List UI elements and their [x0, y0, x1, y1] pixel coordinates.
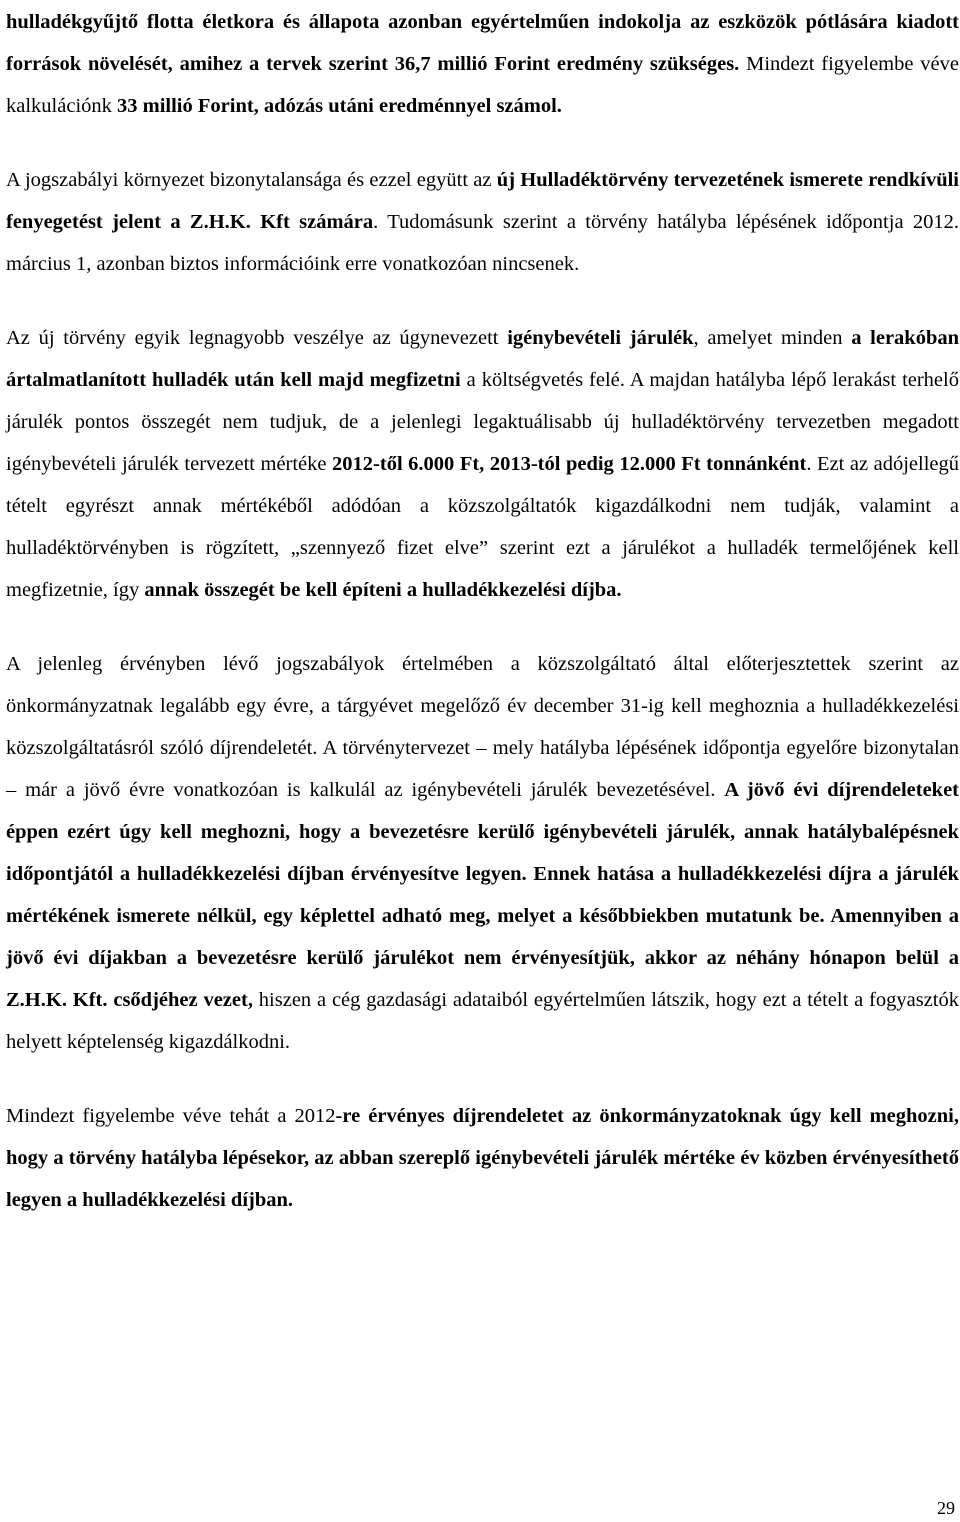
text-segment: hiszen a cég gazdasági adataiból egyértelműen látszik, hogy ezt a tételt a fogyasztók helyett képtelenség kigazdálkodni. [6, 989, 959, 1053]
bold-text-segment: annak összegét be kell építeni a hulladékkezelési díjba. [144, 579, 622, 601]
bold-text-segment: a lerakóban ártalmatlanított hulladék után kell majd megfizetni [6, 327, 959, 391]
text-segment: Az új törvény egyik legnagyobb veszélye az úgynevezett [6, 327, 508, 349]
text-segment: Mindezt figyelembe véve tehát a 2012 [6, 1105, 336, 1127]
paragraph-legal-environment [6, 159, 959, 285]
text-segment: A jogszabályi környezet bizonytalansága és ezzel együtt az [6, 169, 497, 191]
document-page [6, 0, 959, 1221]
bold-text-segment: -re érvényes díjrendeletet az önkormányzatoknak úgy kell meghozni, hogy a törvény hatályba lépésekor, az abban szereplő igénybevételi járulék mértéke év közben érvényesíthető legyen a hulladékkezelési díjban. [6, 1105, 959, 1211]
text-segment: a költségvetés felé. A majdan hatályba lépő lerakást terhelő járulék pontos összegét nem tudjuk, de a jelenlegi legaktuálisabb új hulladéktörvény tervezetben megadott igénybevételi járulék tervezett mértéke [6, 369, 959, 475]
paragraph-conclusion [6, 1095, 959, 1221]
bold-text-segment: új Hulladéktörvény tervezetének ismerete rendkívüli fenyegetést jelent a Z.H.K. Kft számára [6, 169, 959, 233]
paragraph-fee-regulation [6, 643, 959, 1063]
page-number: 29 [937, 1498, 955, 1518]
bold-text-segment: 2012-től 6.000 Ft, 2013-tól pedig 12.000 Ft tonnánként [332, 453, 807, 475]
text-segment: Mindezt figyelembe véve kalkulációnk [6, 53, 959, 117]
bold-text-segment: igénybevételi járulék [507, 327, 694, 349]
bold-text-segment: 33 millió Forint, adózás utáni eredménnyel számol. [117, 95, 562, 117]
paragraph-fleet-funding [6, 1, 959, 127]
bold-text-segment: hulladékgyűjtő flotta életkora és állapota azonban egyértelműen indokolja az eszközök pótlására kiadott források növelését, amihez a tervek szerint 36,7 millió Forint eredmény szükséges. [6, 11, 959, 75]
bold-text-segment: A jövő évi díjrendeleteket éppen ezért úgy kell meghozni, hogy a bevezetésre kerülő igénybevételi járulék, annak hatálybalépésnek időpontjától a hulladékkezelési díjban érvényesítve legyen. Ennek hatása a hulladékkezelési díjra a járulék mértékének ismerete nélkül, egy képlettel adható meg, melyet a későbbiekben mutatunk be. Amennyiben a jövő évi díjakban a bevezetésre kerülő járulékot nem érvényesítjük, akkor az néhány hónapon belül a Z.H.K. Kft. csődjéhez vezet, [6, 779, 959, 1011]
text-segment: . Tudomásunk szerint a törvény hatályba lépésének időpontja 2012. március 1, azonban biztos információink erre vonatkozóan nincsenek. [6, 211, 959, 275]
text-segment: , amelyet minden [693, 327, 852, 349]
text-segment: . Ezt az adójellegű tételt egyrészt annak mértékéből adódóan a közszolgáltatók kigazdálkodni nem tudják, valamint a hulladéktörvényben is rögzített, „szennyező fizet elve” szerint ezt a járulékot a hulladék termelőjének kell megfizetnie, így [6, 453, 960, 601]
text-segment: A jelenleg érvényben lévő jogszabályok értelmében a közszolgáltató által előterjesztettek szerint az önkormányzatnak legalább egy évre, a tárgyévet megelőző év december 31-ig kell meghoznia a hulladékkezelési közszolgáltatásról szóló díjrendeletét. A törvénytervezet – mely hatályba lépésének időpontja egyelőre bizonytalan – már a jövő évre vonatkozóan is kalkulál az igénybevételi járulék bevezetésével. [6, 653, 959, 801]
paragraph-usage-fee [6, 317, 959, 611]
